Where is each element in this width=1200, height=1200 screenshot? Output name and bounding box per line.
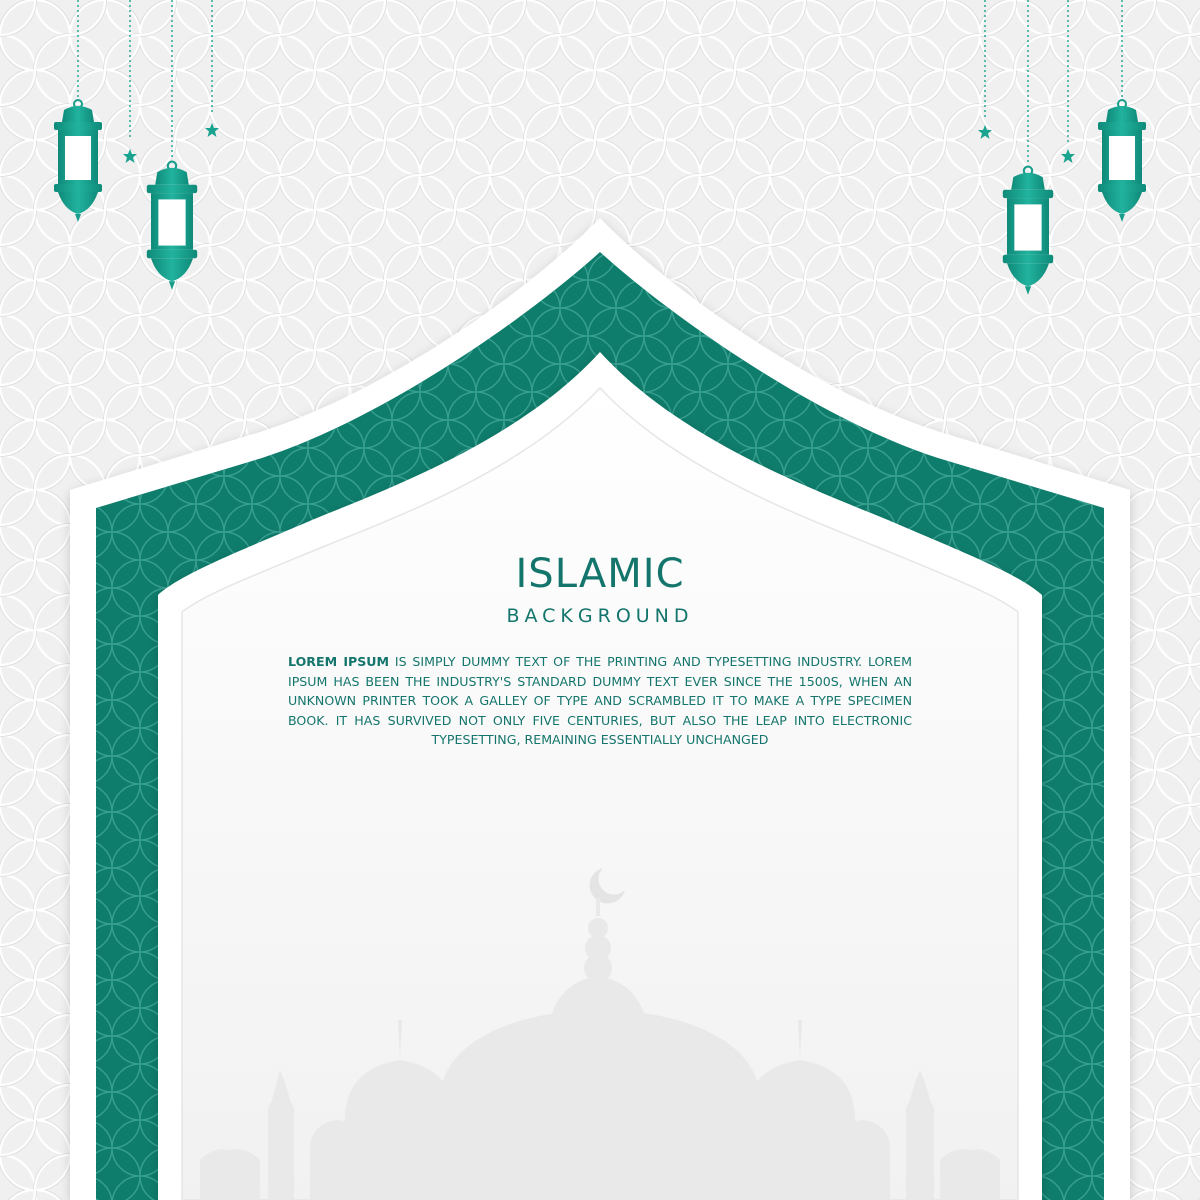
page-title: ISLAMIC bbox=[515, 551, 685, 597]
body-lead: LOREM IPSUM bbox=[288, 654, 390, 669]
body-text: IS SIMPLY DUMMY TEXT OF THE PRINTING AND TYPESETTING INDUSTRY. LOREM IPSUM HAS BEEN THE INDUSTRY'S STANDARD DUMMY TEXT EVER SINCE THE 1500S, WHEN AN UNKNOWN PRINTER TOOK A GALLEY OF TYPE AND SCRAMBLED IT TO MAKE A TYPE SPECIMEN BOOK. IT HAS SURVIVED NOT ONLY FIVE CENTURIES, BUT ALSO THE LEAP INTO ELECTRONIC TYPESETTING, REMAINING ESSENTIALLY UNCHANGED bbox=[288, 654, 912, 747]
page-subtitle: BACKGROUND bbox=[506, 605, 694, 627]
content-block bbox=[288, 548, 912, 750]
body-paragraph bbox=[288, 652, 912, 750]
